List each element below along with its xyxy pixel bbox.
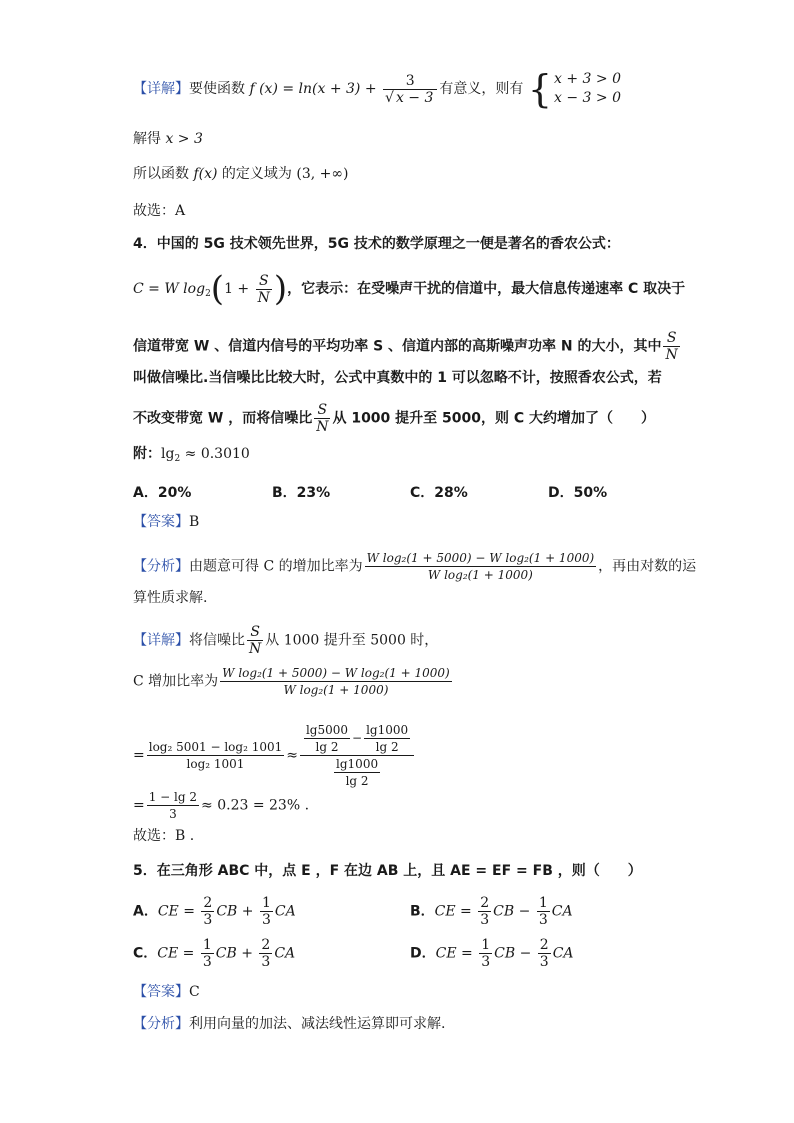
q5-opt-a-d2: 3: [261, 912, 271, 928]
q4-note-expr: lg: [161, 446, 175, 462]
q4-snr-S: S: [663, 330, 679, 347]
q4-formula-N: N: [257, 289, 270, 306]
q4-stem-line5-b: 从 1000 提升至 5000，则 C 大约增加了（ ）: [332, 410, 656, 427]
q3-choice: 故选：A: [133, 203, 186, 219]
q5-opt-c-ca: CA: [274, 945, 296, 962]
q5-opt-b-cb: CB: [493, 903, 515, 920]
q4-rate-line: [133, 665, 454, 698]
q5-stem: 5．在三角形 ABC 中，点 E ，F 在边 AB 上，且 AE = EF = FB ，则（ ）: [133, 863, 642, 879]
equals-sign: =: [133, 747, 145, 764]
q4-stem-line4: 叫做信噪比.当信噪比比较大时，公式中真数中的 1 可以忽略不计，按照香农公式，若: [133, 370, 662, 386]
q5-opt-d-c2: 2: [539, 937, 549, 953]
approx-sign: ≈: [286, 747, 298, 764]
q4-step2-frac: [147, 739, 285, 772]
q5-answer: C: [189, 984, 200, 1000]
q5-option-c: C．CE = $\frac{1}{3}$ CB + $\frac{2}{3}$ CA: [133, 937, 296, 970]
q5-opt-a-frac1: [201, 895, 214, 928]
q3-function-lhs: f (x) = ln(x + 3) +: [249, 81, 382, 97]
q4-note-val: ≈ 0.3010: [180, 446, 250, 462]
q5-analysis: 利用向量的加法、减法线性运算即可求解.: [189, 1016, 446, 1032]
q3-solve-expr: x > 3: [165, 131, 203, 147]
q5-opt-a-ca: CA: [274, 903, 296, 920]
q3-frac-num: 3: [383, 73, 437, 90]
q4-analysis-frac: [365, 550, 597, 583]
q3-detail-intro: 要使函数: [189, 81, 245, 97]
system-brace: {: [527, 67, 553, 111]
q5-opt-b-frac2: [537, 895, 550, 928]
detail-tag-2: 【详解】: [133, 632, 189, 649]
q4-analysis-b: ，再由对数的运: [598, 558, 697, 575]
q4-stem-line3-wrap: [133, 330, 682, 363]
close-paren: ): [273, 269, 288, 309]
q4-step3-val: ≈ 0.23 = 23%: [201, 797, 301, 814]
q4-option-d: D．50%: [548, 485, 608, 501]
q5-opt-b-label: B．: [410, 903, 435, 920]
q4-detail-frac: [247, 624, 263, 657]
q5-opt-a-c1: 2: [203, 895, 213, 911]
q4-formula-S: S: [256, 273, 272, 290]
q4-rate-prefix: C 增加比率为: [133, 673, 219, 690]
q4-step3-den: 3: [169, 807, 177, 821]
q5-option-b: B．CE = $\frac{2}{3}$ CB − $\frac{1}{3}$ CA: [410, 895, 573, 928]
analysis-tag-2: 【分析】: [133, 1016, 189, 1032]
q4-detail-S: S: [247, 624, 263, 641]
q5-opt-c-frac1: [201, 937, 214, 970]
q5-opt-d-ca: CA: [552, 945, 574, 962]
q5-opt-a-sign: +: [241, 903, 254, 920]
q4-formula-sub: 2: [205, 289, 211, 299]
q3-detail-line: [133, 67, 622, 111]
q4-stem-line1: 4．中国的 5G 技术领先世界，5G 技术的数学原理之一便是著名的香农公式：: [133, 236, 620, 252]
q4-snr2-N: N: [316, 419, 329, 435]
q5-opt-c-c2: 2: [261, 937, 271, 953]
q5-opt-b-d1: 3: [480, 912, 490, 928]
q4-step2-lg-frac: [300, 722, 414, 789]
q3-domain-fx: f(x): [193, 166, 218, 182]
q4-snr2-S: S: [314, 402, 330, 419]
q4-step2-lg-num: $\frac{\lg 5000}{\lg 2}$ − $\frac{\lg 1000}{\lg 2}$: [300, 722, 414, 756]
q5-opt-a-c2: 1: [261, 895, 271, 911]
q5-opt-a-cb: CB: [216, 903, 238, 920]
q3-domain-val: (3, +∞): [296, 166, 349, 182]
q3-cond2: x − 3 > 0: [554, 90, 622, 106]
q5-opt-d-label: D．: [410, 945, 436, 962]
q5-opt-b-c2: 1: [538, 895, 548, 911]
q5-opt-b-c1: 2: [480, 895, 490, 911]
q4-option-a: A．20%: [133, 485, 192, 501]
q5-opt-b-frac1: [478, 895, 491, 928]
q4-rate-num: W log₂(1 + 5000) − W log₂(1 + 1000): [222, 666, 450, 680]
q4-analysis-a: 由题意可得 C 的增加比率为: [189, 558, 363, 575]
q4-note-prefix: 附：: [133, 446, 161, 462]
q4-note-line: [133, 444, 250, 469]
q4-analysis-c: 算性质求解.: [133, 590, 208, 606]
lg1000-a: lg1000: [366, 723, 409, 737]
q4-analysis-num: W log₂(1 + 5000) − W log₂(1 + 1000): [366, 551, 595, 565]
lg2-c: lg 2: [345, 774, 369, 788]
q3-solve-line: [133, 129, 203, 149]
q4-analysis-line: [133, 550, 696, 583]
lg5000: lg5000: [305, 723, 349, 737]
q3-domain-prefix: 所以函数: [133, 166, 194, 182]
q4-step2-num: log₂ 5001 − log₂ 1001: [148, 740, 283, 754]
q4-answer: B: [189, 514, 200, 530]
lg1000-frac: [364, 722, 410, 755]
q5-opt-c-sign: +: [241, 945, 253, 962]
q5-opt-d-c1: 1: [481, 937, 491, 953]
detail-tag: 【详解】: [133, 81, 189, 97]
q4-rate-den: W log₂(1 + 1000): [283, 683, 389, 697]
q5-opt-c-c1: 1: [202, 937, 212, 953]
q4-step3-line: = $\frac{1 - \lg 2}{3}$ ≈ 0.23 = 23% .: [133, 790, 310, 821]
q3-fraction: [383, 73, 437, 106]
q4-detail-b: 从 1000 提升至 5000 时，: [265, 632, 439, 649]
q5-option-d: D．CE = $\frac{1}{3}$ CB − $\frac{2}{3}$ CA: [410, 937, 574, 970]
q5-opt-d-d2: 3: [539, 954, 549, 970]
q4-formula-one: 1 +: [224, 281, 254, 297]
q5-analysis-line: [133, 1014, 445, 1034]
q5-opt-d-sign: −: [519, 945, 532, 962]
q5-opt-c-label: C．: [133, 945, 158, 962]
q5-opt-b-ca: CA: [551, 903, 573, 920]
q5-opt-b-d2: 3: [538, 912, 548, 928]
answer-tag: 【答案】: [133, 514, 189, 530]
q4-option-c: C．28%: [410, 485, 468, 501]
q3-detail-mid: 有意义，则有: [439, 81, 524, 97]
lg5000-frac: [304, 722, 350, 755]
q3-frac-den-wrap: √ x − 3: [385, 89, 434, 106]
lg1000-frac-2: [334, 756, 380, 789]
q5-opt-d-cb: CB: [494, 945, 516, 962]
lg1000-b: lg1000: [336, 757, 379, 771]
q4-stem-line2: ，它表示：在受噪声干扰的信道中，最大信息传递速率 C 取决于: [287, 281, 686, 297]
q4-answer-line: [133, 512, 199, 532]
equals-sign-2: =: [133, 797, 145, 814]
q5-opt-d-ce: CE: [435, 945, 457, 962]
open-paren: (: [210, 269, 225, 309]
q4-option-b: B．23%: [272, 485, 331, 501]
q4-detail-N: N: [249, 641, 262, 657]
q4-step3-num: 1 − lg 2: [148, 790, 198, 804]
q3-domain-mid: 的定义域为: [217, 166, 297, 182]
q5-option-a: A．CE = $\frac{2}{3}$ CB + $\frac{1}{3}$ CA: [133, 895, 296, 928]
q5-opt-a-d1: 3: [203, 912, 213, 928]
q5-opt-c-ce: CE: [157, 945, 179, 962]
lg2-b: lg 2: [375, 740, 399, 754]
q5-opt-a-label: A．: [133, 903, 158, 920]
q4-rate-frac: [220, 665, 452, 698]
q4-step2-den: log₂ 1001: [186, 757, 245, 771]
q4-stem-line5: [133, 402, 655, 435]
q4-snr-frac: [663, 330, 679, 363]
q4-choice: 故选：B .: [133, 828, 195, 844]
q4-step3-frac: [147, 789, 199, 822]
analysis-tag: 【分析】: [133, 558, 189, 575]
q4-formula-lhs: C = W log: [133, 281, 206, 297]
q5-opt-c-d1: 3: [202, 954, 212, 970]
q4-stem-line3: 信道带宽 W 、信道内信号的平均功率 S 、信道内部的高斯噪声功率 N 的大小，其中: [133, 338, 662, 355]
q5-opt-d-frac2: [538, 937, 551, 970]
q4-snr-N: N: [665, 347, 678, 363]
q3-domain-line: [133, 164, 349, 184]
q4-stem-line5-a: 不改变带宽 W ，而将信噪比: [133, 410, 313, 427]
answer-tag-2: 【答案】: [133, 984, 189, 1000]
q5-opt-b-ce: CE: [434, 903, 456, 920]
q4-note-sub: 2: [174, 454, 181, 464]
q5-opt-c-d2: 3: [261, 954, 271, 970]
q5-opt-a-frac2: [260, 895, 273, 928]
lg2-a: lg 2: [315, 740, 339, 754]
q4-formula-frac: [256, 273, 272, 306]
q5-opt-c-cb: CB: [215, 945, 237, 962]
q5-opt-a-ce: CE: [157, 903, 179, 920]
q4-step2-lg-den: [300, 756, 414, 789]
q4-step2-line: [133, 722, 416, 789]
q5-opt-d-d1: 3: [481, 954, 491, 970]
q4-detail-line: [133, 624, 438, 657]
q5-opt-c-frac2: [259, 937, 272, 970]
q5-answer-line: [133, 982, 200, 1002]
q3-condition-system: [554, 70, 621, 108]
q3-cond1: x + 3 > 0: [554, 71, 622, 87]
q5-opt-d-frac1: [479, 937, 492, 970]
q4-snr-frac-2: [314, 402, 330, 435]
q5-opt-b-sign: −: [518, 903, 531, 920]
q4-detail-a: 将信噪比: [189, 632, 245, 649]
q4-formula-line: [133, 269, 686, 309]
q4-analysis-den: W log₂(1 + 1000): [427, 568, 533, 582]
q3-frac-den: x − 3: [395, 89, 434, 106]
q3-solve-prefix: 解得: [133, 131, 166, 147]
